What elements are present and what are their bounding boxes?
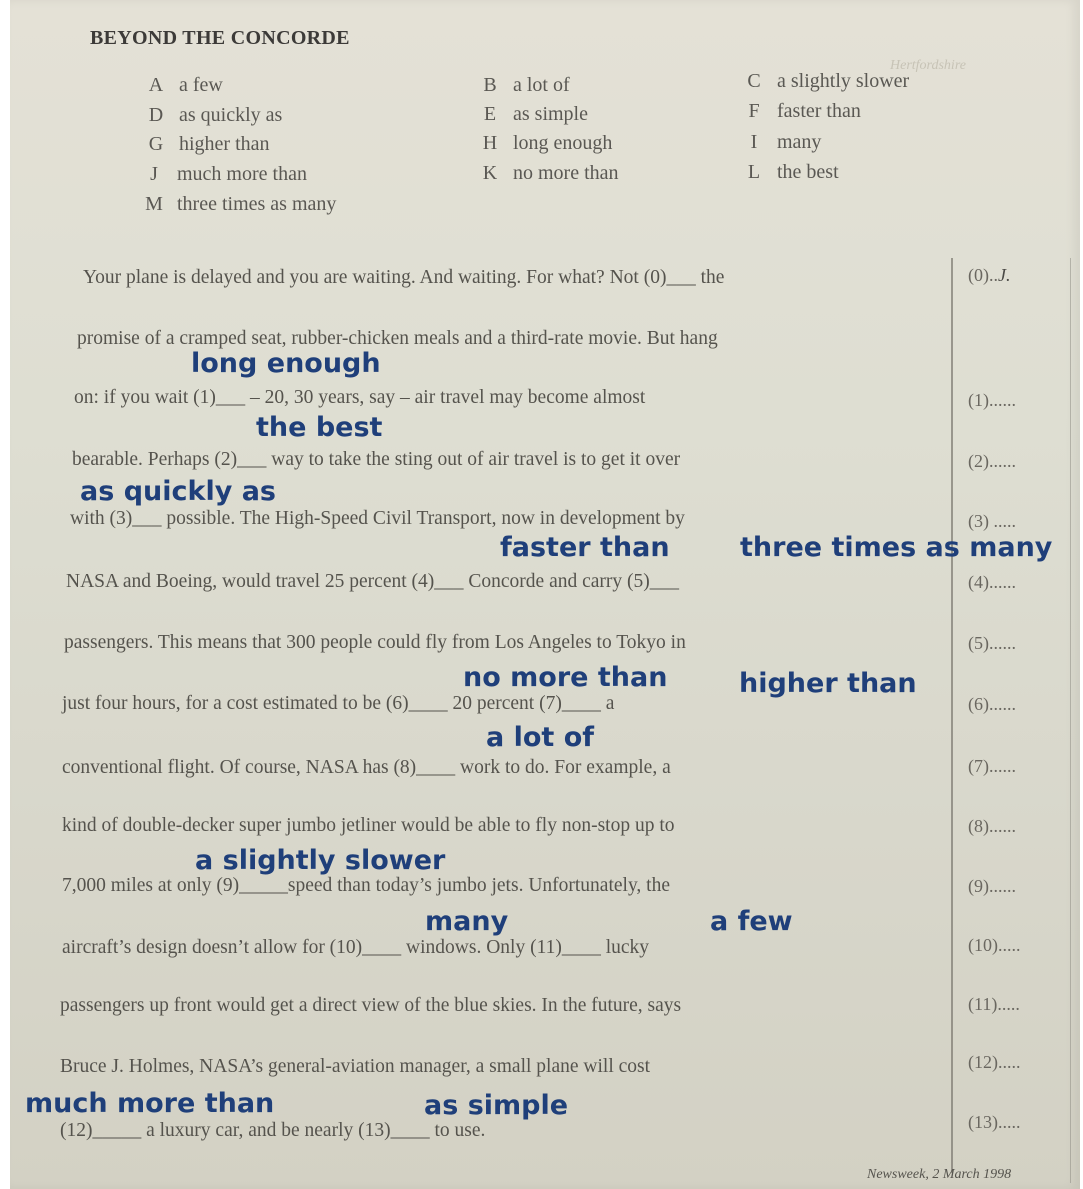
- answer-number: (2)......: [968, 451, 1016, 471]
- option-item: I many: [750, 131, 822, 153]
- option-item: D as quickly as: [148, 104, 283, 126]
- faint-handwriting: Hertfordshire: [890, 58, 966, 73]
- answer-number: (1)......: [968, 390, 1016, 410]
- answer-label: a few: [710, 906, 793, 937]
- answer-label: a lot of: [486, 722, 595, 753]
- option-item: G higher than: [148, 133, 270, 155]
- passage-line: 7,000 miles at only (9)_____speed than today’s jumbo jets. Unfortunately, the: [62, 875, 671, 896]
- answer-number: (3) .....: [968, 511, 1016, 531]
- passage-line: passengers up front would get a direct view of the blue skies. In the future, says: [60, 995, 682, 1016]
- option-item: M three times as many: [145, 193, 337, 215]
- option-item: J much more than: [150, 163, 307, 185]
- passage-line: on: if you wait (1)___ – 20, 30 years, say – air travel may become almost: [74, 387, 646, 408]
- option-item: A a few: [148, 74, 223, 96]
- passage-line: Your plane is delayed and you are waiting. And waiting. For what? Not (0)___ the: [83, 267, 725, 288]
- option-item: B a lot of: [483, 74, 570, 96]
- passage-line: aircraft’s design doesn’t allow for (10)____ windows. Only (11)____ lucky: [62, 937, 650, 958]
- example-check-mark: J.: [998, 265, 1011, 285]
- passage-line: Bruce J. Holmes, NASA’s general-aviation manager, a small plane will cost: [60, 1056, 651, 1077]
- option-item: H long enough: [482, 132, 613, 154]
- answer-number: (8)......: [968, 816, 1016, 836]
- option-item: E as simple: [483, 103, 588, 125]
- answer-number: (0)..J.: [968, 265, 1011, 285]
- answer-label: long enough: [191, 348, 381, 379]
- answer-label: higher than: [739, 668, 917, 699]
- passage-line: (12)_____ a luxury car, and be nearly (13)____ to use.: [60, 1120, 486, 1141]
- option-item: L the best: [747, 161, 839, 183]
- passage-line: passengers. This means that 300 people could fly from Los Angeles to Tokyo in: [64, 632, 686, 653]
- option-item: C a slightly slower: [747, 70, 910, 92]
- source-citation: Newsweek, 2 March 1998: [867, 1167, 1012, 1182]
- answer-number: (4)......: [968, 572, 1016, 592]
- answer-number: (7)......: [968, 756, 1016, 776]
- page-edge-rule: [1070, 258, 1071, 1183]
- answer-number: (9)......: [968, 876, 1016, 896]
- answer-label: as quickly as: [80, 476, 277, 507]
- answer-number: (5)......: [968, 633, 1016, 653]
- passage-line: promise of a cramped seat, rubber-chicken meals and a third-rate movie. But hang: [77, 328, 718, 349]
- option-item: K no more than: [482, 162, 619, 184]
- answer-label: many: [425, 906, 509, 937]
- worksheet-page: [10, 0, 1080, 1189]
- answer-label: three times as many: [740, 532, 1053, 563]
- answer-label: no more than: [463, 662, 668, 693]
- passage-line: conventional flight. Of course, NASA has (8)____ work to do. For example, a: [62, 757, 671, 778]
- passage-line: just four hours, for a cost estimated to be (6)____ 20 percent (7)____ a: [62, 693, 615, 714]
- answer-label: much more than: [25, 1088, 275, 1119]
- answer-number: (13).....: [968, 1112, 1021, 1132]
- answer-number: (10).....: [968, 935, 1021, 955]
- answer-label: faster than: [500, 532, 670, 563]
- answer-label: the best: [256, 412, 383, 443]
- answer-column-divider: [951, 258, 953, 1173]
- passage-line: bearable. Perhaps (2)___ way to take the sting out of air travel is to get it over: [72, 449, 681, 470]
- worksheet-title: BEYOND THE CONCORDE: [90, 27, 350, 49]
- answer-number: (12).....: [968, 1052, 1021, 1072]
- passage-line: with (3)___ possible. The High-Speed Civil Transport, now in development by: [70, 508, 685, 529]
- passage-line: NASA and Boeing, would travel 25 percent (4)___ Concorde and carry (5)___: [66, 571, 680, 592]
- answer-number: (6)......: [968, 694, 1016, 714]
- answer-label: a slightly slower: [195, 845, 446, 876]
- answer-label: as simple: [424, 1090, 569, 1121]
- answer-number: (11).....: [968, 994, 1020, 1014]
- option-item: F faster than: [748, 100, 861, 122]
- passage-line: kind of double-decker super jumbo jetliner would be able to fly non-stop up to: [62, 815, 675, 836]
